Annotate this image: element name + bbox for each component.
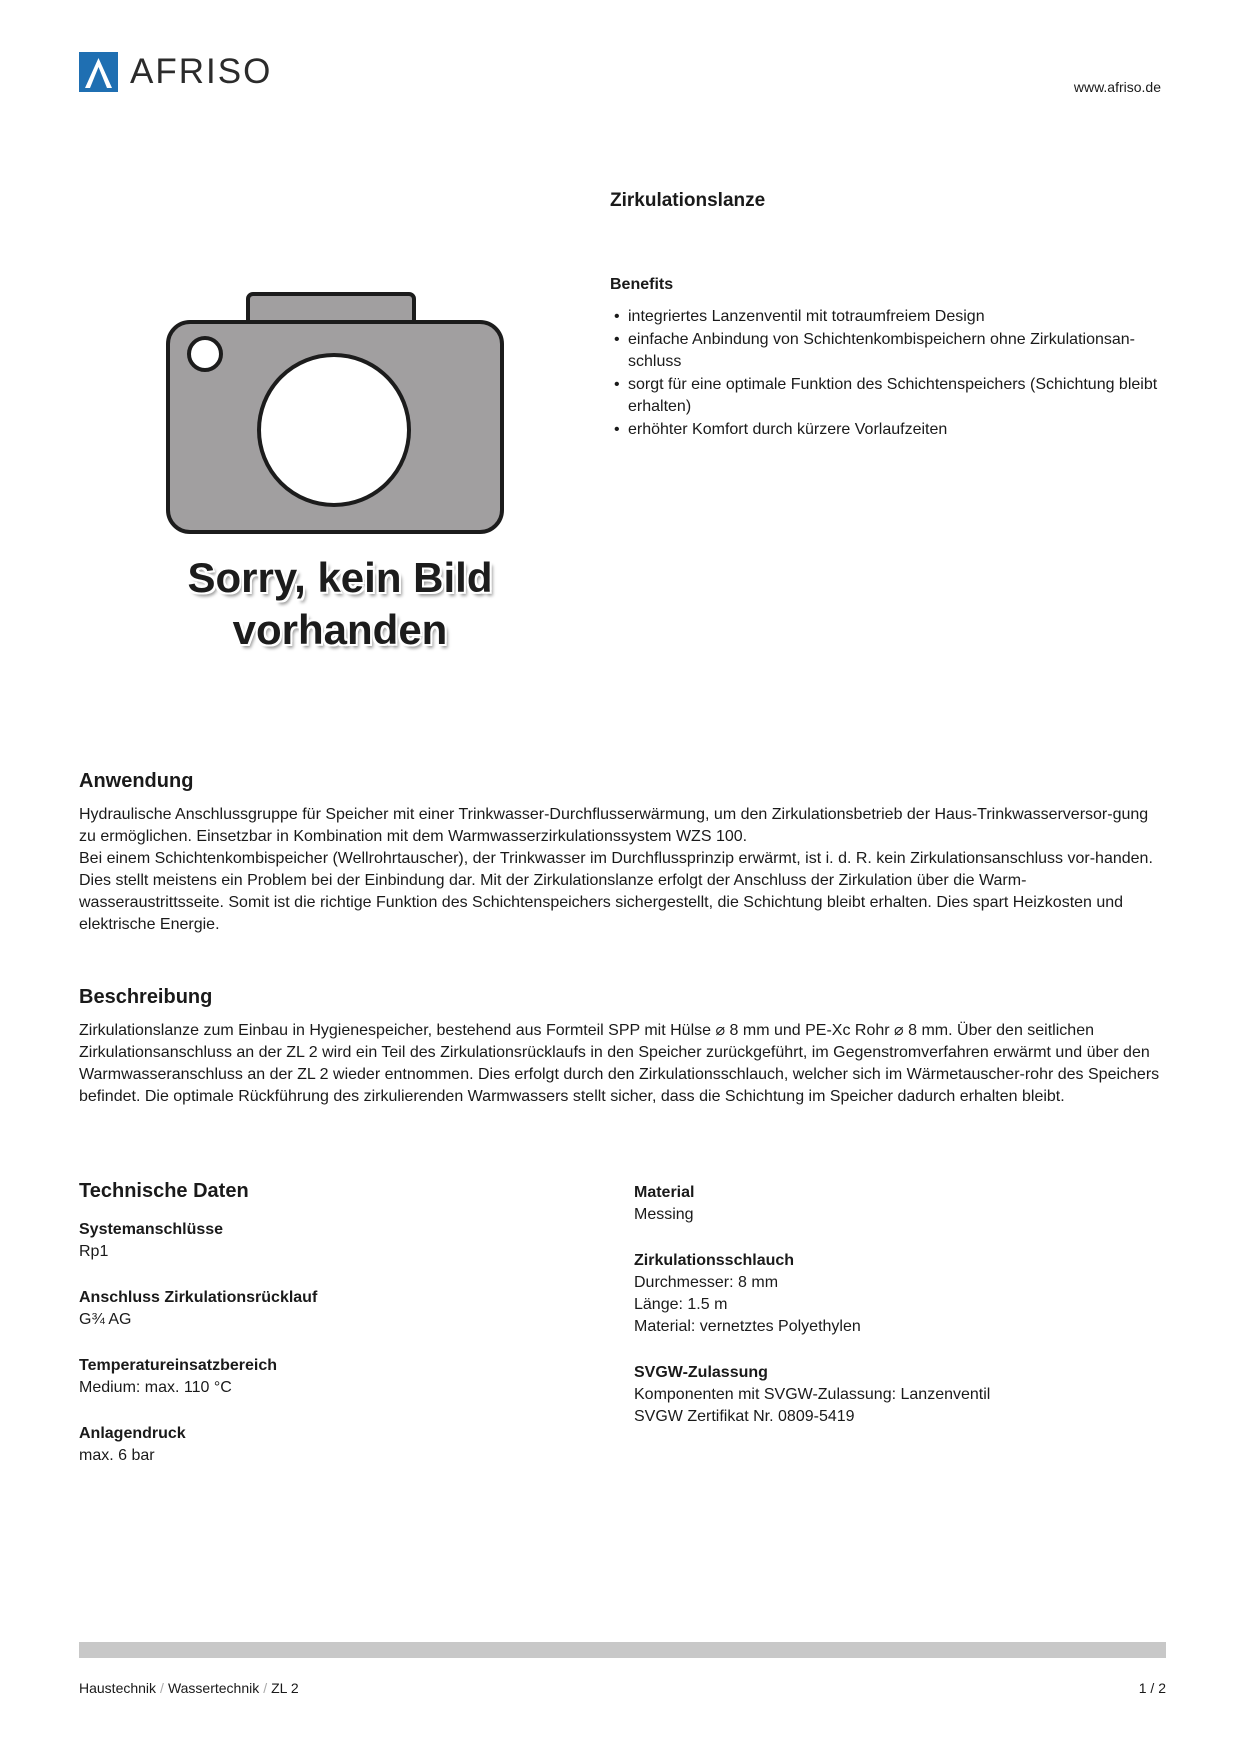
beschreibung-text: Zirkulationslanze zum Einbau in Hygienespeicher, bestehend aus Formteil SPP mit Hülse ⌀ 8 mm und PE-Xc Rohr ⌀ 8 mm. Über den seitlichen Zirkulationsanschluss an der ZL 2 wird ein Teil des Zirkulationsrücklaufs in den Speicher zurückgeführt, im Gegenstromverfahren erwärmt und über den Warmwasseranschluss an der ZL 2 wieder entnommen. Dies erfolgt durch den Zirkulationsschlauch, welcher sich im Wärmetauscher-rohr des Speichers befindet. Die optimale Rückführung des zirkulierenden Warmwassers stellt sicher, dass die Schichtung im Speicher dadurch erhalten bleibt. [79,1022,1160,1105]
spec-anschluss-zirkulationsruecklauf [79,1287,317,1331]
product-title: Zirkulationslanze [610,190,766,211]
benefits-list [614,306,1170,442]
website-link[interactable]: www.afriso.de [1073,79,1161,95]
anwendung-heading: Anwendung [79,770,194,792]
spec-value: Komponenten mit SVGW-Zulassung: Lanzenventil [634,1386,991,1403]
spec-value: max. 6 bar [79,1447,155,1464]
spec-value: SVGW Zertifikat Nr. 0809-5419 [634,1408,855,1425]
technische-daten-heading: Technische Daten [79,1180,249,1202]
benefit-item: • integriertes Lanzenventil mit totraumfreiem Design [614,306,1170,328]
benefits-heading: Benefits [610,276,674,293]
spec-label: Material [634,1184,695,1201]
breadcrumb-separator: / [263,1680,268,1696]
benefit-item: • sorgt für eine optimale Funktion des Schichtenspeichers (Schichtung bleibt erhalten) [614,374,1170,418]
brand-name: AFRISO [130,52,273,91]
image-placeholder [160,290,520,670]
anwendung-paragraph-1: Hydraulische Anschlussgruppe für Speicher mit einer Trinkwasser-Durchflusserwärmung, um den Zirkulationsbetrieb der Haus-Trinkwasserversor-gung zu ermöglichen. Einsetzbar in Kombination mit dem Warmwasserzirkulationssystem WZS 100. [79,806,1149,845]
page-number: 1 / 2 [1138,1680,1166,1696]
footer-divider [79,1642,1166,1658]
breadcrumb-item[interactable]: Wassertechnik [167,1680,260,1696]
spec-label: Anlagendruck [79,1425,186,1442]
spec-material [634,1182,694,1226]
spec-svgw-zulassung [634,1362,990,1428]
placeholder-caption-line1: Sorry, kein Bild [187,554,493,601]
spec-value: Rp1 [79,1243,109,1260]
spec-value: G¾ AG [79,1311,132,1328]
spec-zirkulationsschlauch [634,1250,861,1338]
breadcrumb-separator: / [160,1680,164,1696]
placeholder-caption-line2: vorhanden [232,606,448,653]
spec-value: Messing [634,1206,694,1223]
spec-systemanschluesse [79,1219,223,1263]
benefit-item: • einfache Anbindung von Schichtenkombispeichern ohne Zirkulationsan-schluss [614,329,1170,373]
spec-anlagendruck [79,1423,186,1467]
anwendung-paragraph-2: Bei einem Schichtenkombispeicher (Wellrohrtauscher), der Trinkwasser im Durchflussprinzip erwärmt, ist i. d. R. kein Zirkulationsanschluss vor-handen. Dies stellt meistens ein Problem bei der Einbindung dar. Mit der Zirkulationslanze erfolgt der Anschluss der Zirkulation über die Warm-wasseraustrittsseite. Somit ist die richtige Funktion des Schichtenspeichers sichergestellt, die Schichtung bleibt erhalten. Dies spart Heizkosten und elektrische Energie. [79,850,1153,933]
spec-label: Systemanschlüsse [79,1221,224,1238]
spec-value: Länge: 1.5 m [634,1296,728,1313]
benefit-item: • erhöhter Komfort durch kürzere Vorlaufzeiten [614,419,1170,441]
breadcrumb-item: ZL 2 [271,1680,299,1696]
afriso-logo-icon [79,52,118,92]
breadcrumb-item[interactable]: Haustechnik [79,1680,157,1696]
brand-logo [79,52,272,92]
camera-icon [160,290,520,540]
spec-label: Anschluss Zirkulationsrücklauf [79,1289,318,1306]
spec-value: Medium: max. 110 °C [79,1379,232,1396]
placeholder-caption [160,552,520,656]
spec-label: Zirkulationsschlauch [634,1252,795,1269]
spec-label: SVGW-Zulassung [634,1364,768,1381]
spec-label: Temperatureinsatzbereich [79,1357,277,1374]
anwendung-text [79,804,1169,936]
spec-value: Material: vernetztes Polyethylen [634,1318,861,1335]
beschreibung-heading: Beschreibung [79,986,213,1008]
spec-temperatureinsatzbereich [79,1355,277,1399]
spec-value: Durchmesser: 8 mm [634,1274,779,1291]
breadcrumb [79,1680,299,1696]
